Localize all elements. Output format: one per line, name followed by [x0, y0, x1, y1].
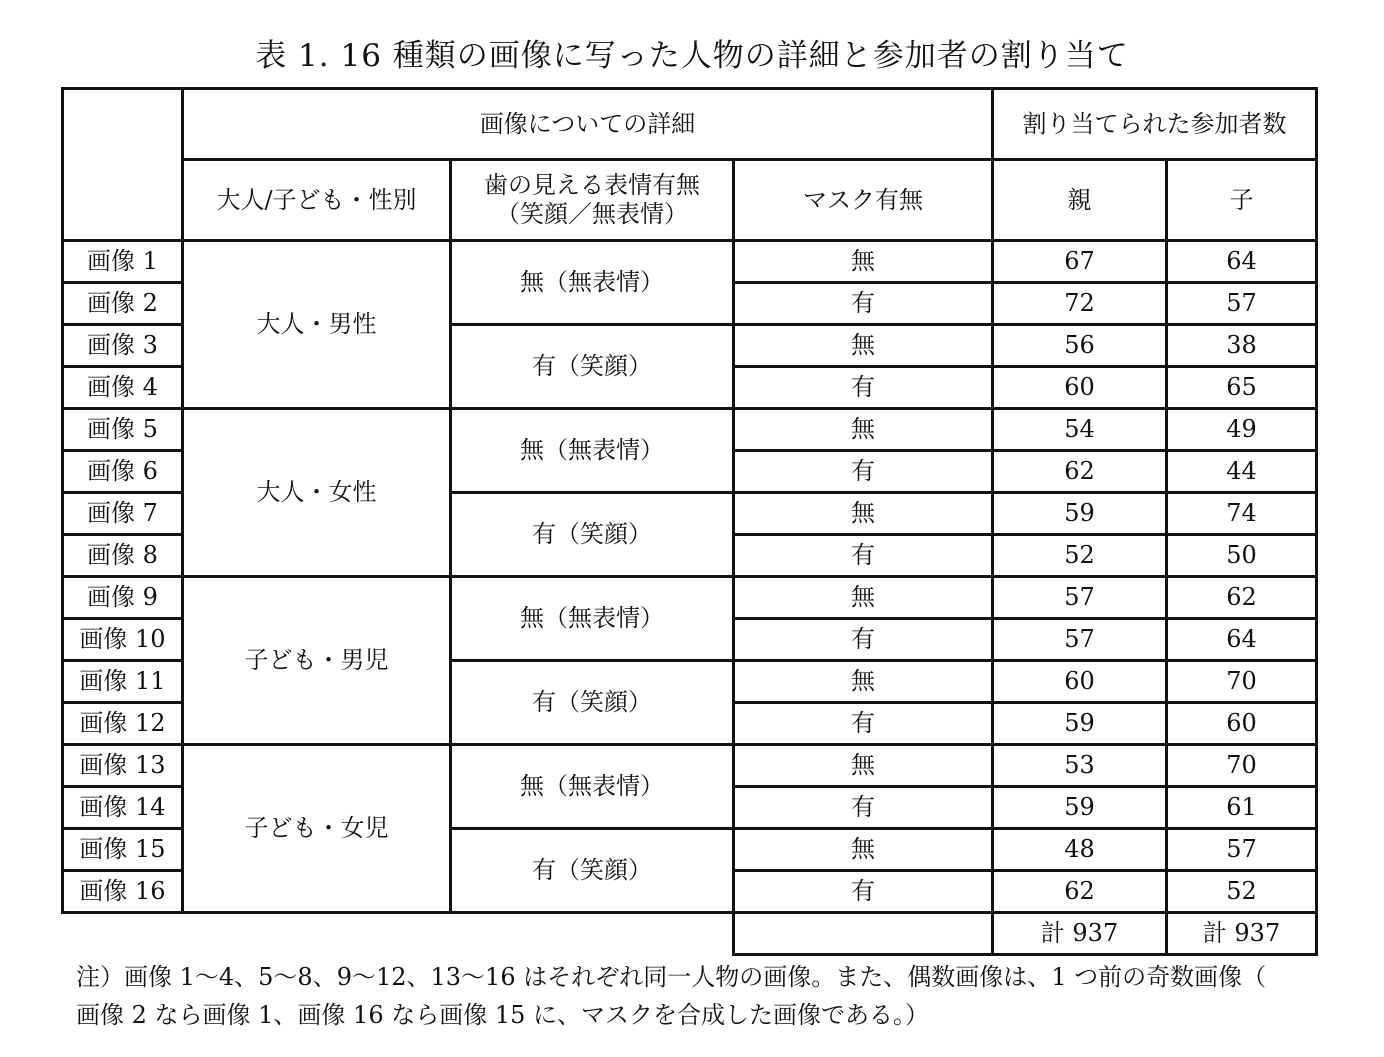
child-count-cell: 65: [1167, 367, 1317, 409]
parent-count-cell: 60: [993, 661, 1167, 703]
child-total-cell: 計 937: [1167, 913, 1317, 955]
image-label-cell: 画像 2: [63, 283, 183, 325]
image-label-cell: 画像 1: [63, 241, 183, 283]
footnote: [76, 958, 1366, 1034]
totals-empty-mask-cell: [734, 913, 993, 955]
table-row: [63, 577, 1317, 619]
group-cell: 子ども・女児: [183, 745, 451, 913]
group-cell: 大人・男性: [183, 241, 451, 409]
child-count-cell: 60: [1167, 703, 1317, 745]
child-count-cell: 52: [1167, 871, 1317, 913]
col-teeth-header-line2: （笑顔／無表情）: [496, 200, 688, 228]
group-cell: 大人・女性: [183, 409, 451, 577]
image-label-cell: 画像 6: [63, 451, 183, 493]
parent-count-cell: 59: [993, 493, 1167, 535]
expression-cell: 有（笑顔）: [451, 493, 734, 577]
col-child-header: 子: [1167, 160, 1317, 241]
table-row: [63, 745, 1317, 787]
child-count-cell: 38: [1167, 325, 1317, 367]
child-count-cell: 57: [1167, 829, 1317, 871]
parent-count-cell: 52: [993, 535, 1167, 577]
mask-cell: 有: [734, 619, 993, 661]
mask-cell: 有: [734, 703, 993, 745]
parent-count-cell: 67: [993, 241, 1167, 283]
image-label-cell: 画像 9: [63, 577, 183, 619]
parent-total-cell: 計 937: [993, 913, 1167, 955]
table-row: [63, 241, 1317, 283]
image-label-cell: 画像 15: [63, 829, 183, 871]
header-corner-cell: [63, 89, 183, 241]
child-count-cell: 70: [1167, 661, 1317, 703]
mask-cell: 無: [734, 409, 993, 451]
child-count-cell: 57: [1167, 283, 1317, 325]
totals-row: [63, 913, 1317, 955]
mask-cell: 有: [734, 787, 993, 829]
child-count-cell: 70: [1167, 745, 1317, 787]
col-mask-header: マスク有無: [734, 160, 993, 241]
image-label-cell: 画像 8: [63, 535, 183, 577]
parent-count-cell: 54: [993, 409, 1167, 451]
child-count-cell: 64: [1167, 619, 1317, 661]
mask-cell: 無: [734, 745, 993, 787]
mask-cell: 有: [734, 283, 993, 325]
mask-cell: 有: [734, 871, 993, 913]
mask-cell: 無: [734, 493, 993, 535]
mask-cell: 有: [734, 535, 993, 577]
expression-cell: 無（無表情）: [451, 577, 734, 661]
mask-cell: 有: [734, 451, 993, 493]
details-group-header: 画像についての詳細: [183, 89, 993, 160]
parent-count-cell: 48: [993, 829, 1167, 871]
image-label-cell: 画像 5: [63, 409, 183, 451]
mask-cell: 無: [734, 577, 993, 619]
child-count-cell: 64: [1167, 241, 1317, 283]
col-age-gender-header: 大人/子ども・性別: [183, 160, 451, 241]
child-count-cell: 50: [1167, 535, 1317, 577]
group-cell: 子ども・男児: [183, 577, 451, 745]
assignment-table: [61, 87, 1318, 956]
expression-cell: 無（無表情）: [451, 241, 734, 325]
mask-cell: 有: [734, 367, 993, 409]
parent-count-cell: 57: [993, 577, 1167, 619]
child-count-cell: 62: [1167, 577, 1317, 619]
mask-cell: 無: [734, 241, 993, 283]
expression-cell: 無（無表情）: [451, 745, 734, 829]
parent-count-cell: 62: [993, 451, 1167, 493]
expression-cell: 有（笑顔）: [451, 829, 734, 913]
parent-count-cell: 62: [993, 871, 1167, 913]
image-label-cell: 画像 3: [63, 325, 183, 367]
mask-cell: 無: [734, 661, 993, 703]
child-count-cell: 44: [1167, 451, 1317, 493]
parent-count-cell: 53: [993, 745, 1167, 787]
image-label-cell: 画像 10: [63, 619, 183, 661]
parent-count-cell: 56: [993, 325, 1167, 367]
image-label-cell: 画像 4: [63, 367, 183, 409]
parent-count-cell: 59: [993, 703, 1167, 745]
expression-cell: 有（笑顔）: [451, 325, 734, 409]
image-label-cell: 画像 7: [63, 493, 183, 535]
col-teeth-header-line1: 歯の見える表情有無: [484, 171, 700, 200]
table-title: 表 1. 16 種類の画像に写った人物の詳細と参加者の割り当て: [255, 38, 1129, 74]
parent-count-cell: 60: [993, 367, 1167, 409]
image-label-cell: 画像 14: [63, 787, 183, 829]
image-label-cell: 画像 13: [63, 745, 183, 787]
totals-blank-cell: [63, 913, 734, 955]
table-row: [63, 409, 1317, 451]
image-label-cell: 画像 12: [63, 703, 183, 745]
expression-cell: 有（笑顔）: [451, 661, 734, 745]
header-row-1: [63, 89, 1317, 160]
expression-cell: 無（無表情）: [451, 409, 734, 493]
image-label-cell: 画像 16: [63, 871, 183, 913]
header-row-2: [63, 160, 1317, 241]
parent-count-cell: 59: [993, 787, 1167, 829]
mask-cell: 無: [734, 325, 993, 367]
parent-count-cell: 72: [993, 283, 1167, 325]
assigned-group-header: 割り当てられた参加者数: [993, 89, 1317, 160]
image-label-cell: 画像 11: [63, 661, 183, 703]
footnote-line-1: 注）画像 1〜4、5〜8、9〜12、13〜16 はそれぞれ同一人物の画像。また、偶数画像は、1 つ前の奇数画像（: [76, 963, 1267, 991]
parent-count-cell: 57: [993, 619, 1167, 661]
mask-cell: 無: [734, 829, 993, 871]
child-count-cell: 74: [1167, 493, 1317, 535]
footnote-line-2: 画像 2 なら画像 1、画像 16 なら画像 15 に、マスクを合成した画像である。）: [76, 1001, 930, 1029]
child-count-cell: 49: [1167, 409, 1317, 451]
col-teeth-header: [451, 160, 734, 241]
child-count-cell: 61: [1167, 787, 1317, 829]
col-parent-header: 親: [993, 160, 1167, 241]
